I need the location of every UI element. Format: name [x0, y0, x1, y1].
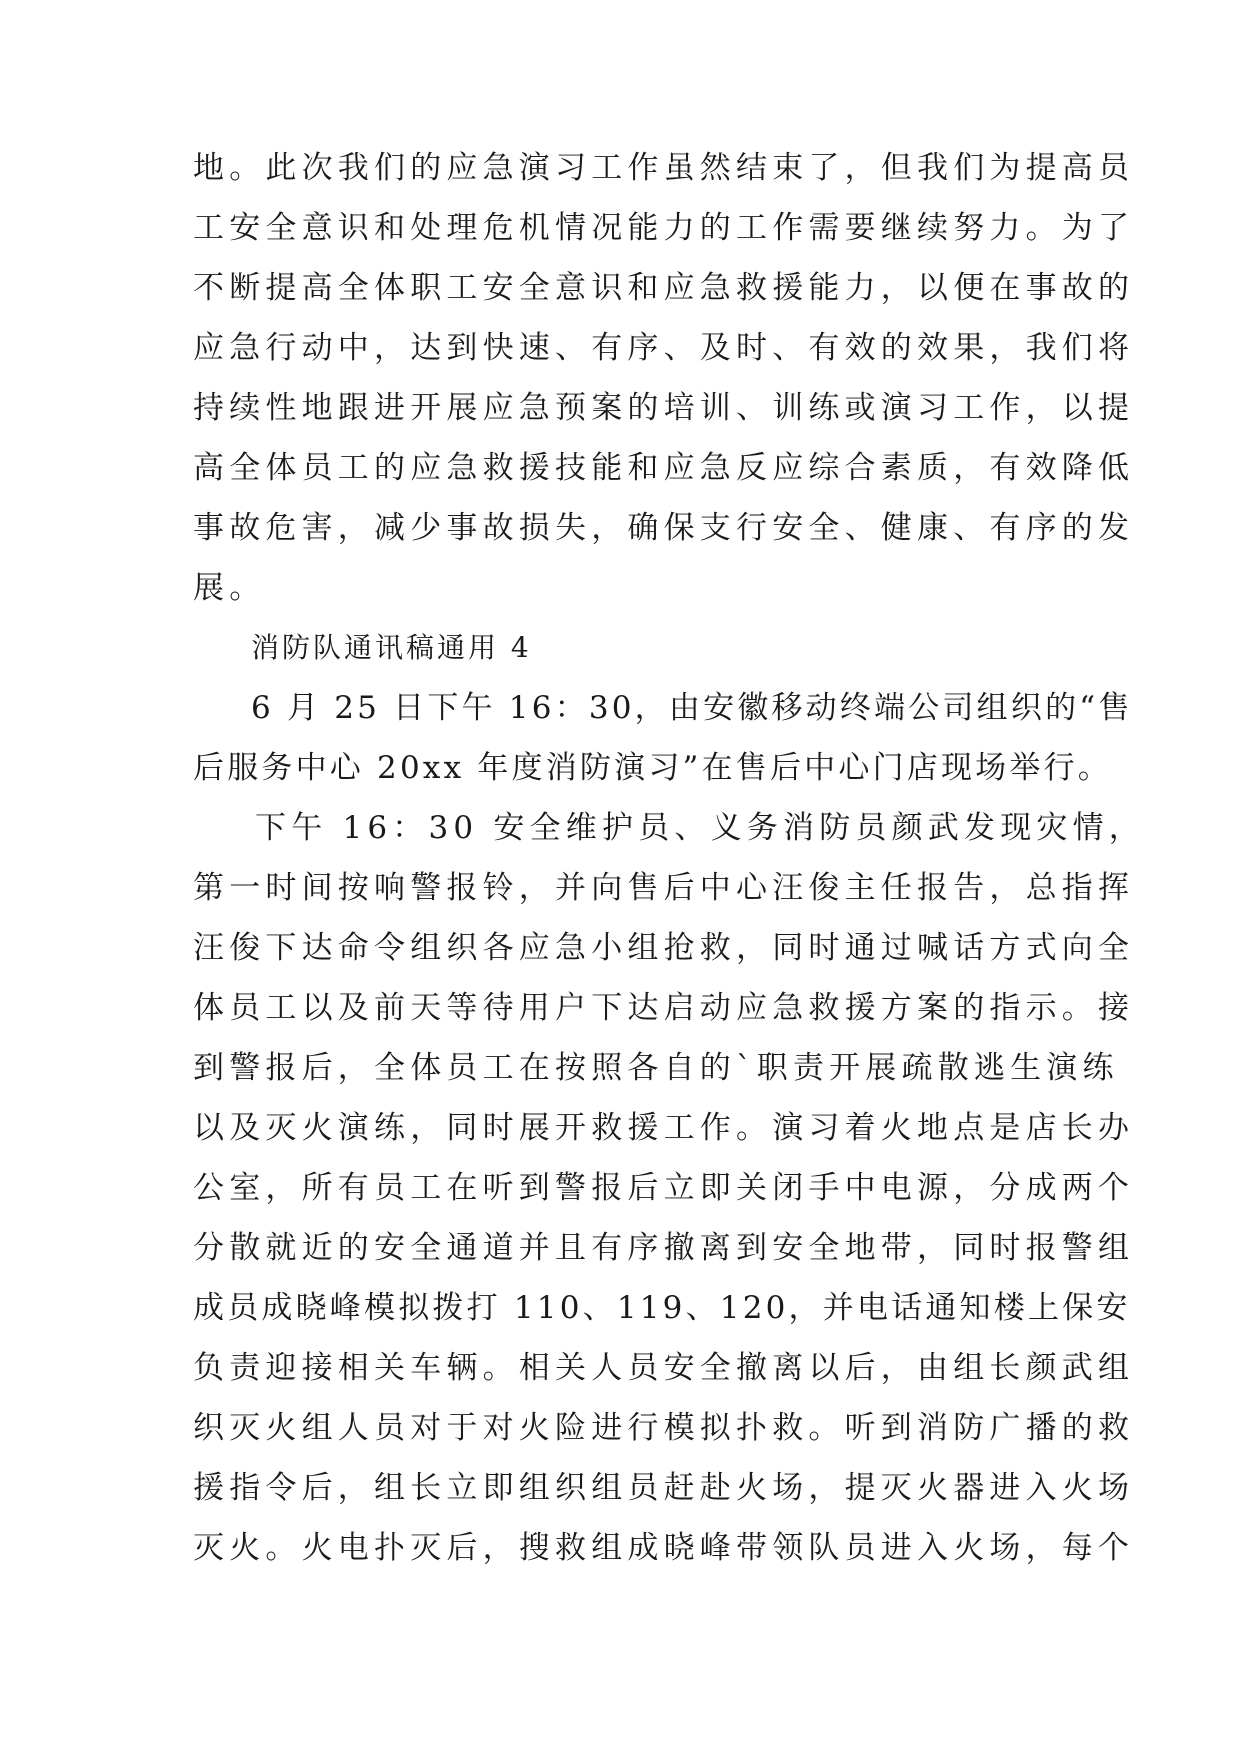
- text-line: 高全体员工的应急救援技能和应急反应综合素质，有效降低: [193, 450, 1135, 486]
- text-line: 持续性地跟进开展应急预案的培训、训练或演习工作，以提: [193, 390, 1135, 426]
- text-line: 第一时间按响警报铃，并向售后中心汪俊主任报告，总指挥: [193, 870, 1135, 906]
- text-line: 公室，所有员工在听到警报后立即关闭手中电源，分成两个: [193, 1170, 1135, 1206]
- text-line: 援指令后，组长立即组织组员赶赴火场，提灭火器进入火场: [193, 1470, 1135, 1506]
- text-line: 展。: [193, 570, 266, 606]
- text-line: 体员工以及前天等待用户下达启动应急救援方案的指示。接: [193, 990, 1135, 1026]
- text-line: 负责迎接相关车辆。相关人员安全撤离以后，由组长颜武组: [193, 1350, 1135, 1386]
- text-line: 灭火。火电扑灭后，搜救组成晓峰带领队员进入火场，每个: [193, 1530, 1135, 1566]
- text-line: 地。此次我们的应急演习工作虽然结束了，但我们为提高员: [193, 150, 1135, 186]
- text-line: 分散就近的安全通道并且有序撤离到安全地带，同时报警组: [193, 1230, 1135, 1266]
- text-line: 工安全意识和处理危机情况能力的工作需要继续努力。为了: [193, 210, 1135, 246]
- text-line: 应急行动中，达到快速、有序、及时、有效的效果，我们将: [193, 330, 1135, 366]
- document-body: [193, 138, 1145, 1578]
- text-line: 下午 16：30 安全维护员、义务消防员颜武发现灾情，: [255, 810, 1145, 846]
- text-line: 6 月 25 日下午 16：30，由安徽移动终端公司组织的“售: [251, 690, 1133, 726]
- text-line: 汪俊下达命令组织各应急小组抢救，同时通过喊话方式向全: [193, 930, 1135, 966]
- text-line: 成员成晓峰模拟拨打 110、119、120，并电话通知楼上保安: [193, 1290, 1131, 1326]
- text-line: 到警报后，全体员工在按照各自的`职责开展疏散逃生演练: [193, 1050, 1119, 1086]
- text-line: 后服务中心 20xx 年度消防演习”在售后中心门店现场举行。: [193, 750, 1112, 786]
- text-line: 事故危害，减少事故损失，确保支行安全、健康、有序的发: [193, 510, 1135, 546]
- text-line: 不断提高全体职工安全意识和应急救援能力，以便在事故的: [193, 270, 1135, 306]
- text-line: 织灭火组人员对于对火险进行模拟扑救。听到消防广播的救: [193, 1410, 1135, 1446]
- section-heading: 消防队通讯稿通用 4: [251, 631, 532, 664]
- text-line: 以及灭火演练，同时展开救援工作。演习着火地点是店长办: [193, 1110, 1135, 1146]
